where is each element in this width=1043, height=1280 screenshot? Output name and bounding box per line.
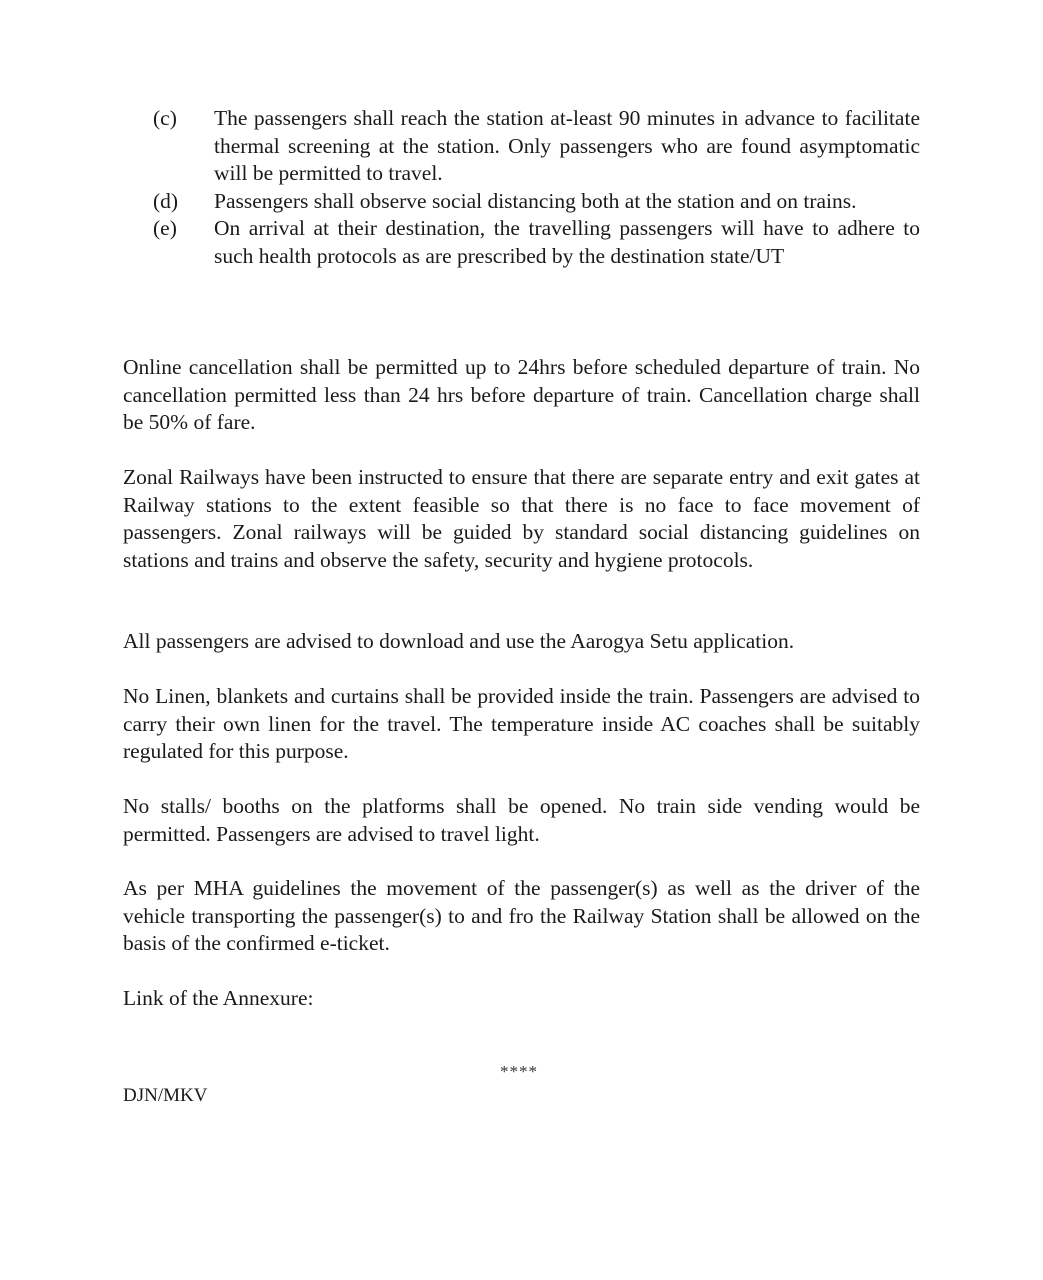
list-item-e [123, 215, 920, 270]
guideline-list [123, 105, 920, 271]
zonal-railways-paragraph: Zonal Railways have been instructed to ensure that there are separate entry and exit gates at Railway stations to the extent feasible so that there is no face to face movement of passengers. Zonal railways will be guided by standard social distancing guidelines on stations and trains and observe the safety, security and hygiene protocols. [123, 465, 920, 572]
annexure-link-label: Link of the Annexure: [123, 986, 314, 1010]
mha-guidelines-paragraph: As per MHA guidelines the movement of the passenger(s) as well as the driver of the vehicle transporting the passenger(s) to and fro the Railway Station shall be allowed on the basis of the confirmed e-ticket. [123, 876, 920, 956]
linen-paragraph: No Linen, blankets and curtains shall be provided inside the train. Passengers are advised to carry their own linen for the travel. The temperature inside AC coaches shall be suitably regulated for this purpose. [123, 684, 920, 764]
list-marker: (e) [153, 216, 177, 241]
list-item-text: The passengers shall reach the station at-least 90 minutes in advance to facilitate thermal screening at the station. Only passengers who are found asymptomatic will be permitted to travel. [214, 106, 920, 186]
list-marker: (c) [153, 106, 177, 130]
aarogya-setu-paragraph: All passengers are advised to download and use the Aarogya Setu application. [123, 629, 795, 653]
list-item-d [123, 188, 920, 216]
section-separator: **** [500, 1062, 538, 1081]
list-item-text: On arrival at their destination, the travelling passengers will have to adhere to such health protocols as are prescribed by the destination state/UT [214, 216, 920, 268]
stalls-paragraph: No stalls/ booths on the platforms shall be opened. No train side vending would be permitted. Passengers are advised to travel light. [123, 794, 920, 846]
cancellation-paragraph: Online cancellation shall be permitted up to 24hrs before scheduled departure of train. No cancellation permitted less than 24 hrs before departure of train. Cancellation charge shall be 50% of fare. [123, 355, 920, 435]
signoff-initials: DJN/MKV [123, 1085, 208, 1106]
list-item-text: Passengers shall observe social distancing both at the station and on trains. [214, 188, 857, 213]
list-item-c [123, 105, 920, 188]
list-marker: (d) [153, 188, 179, 213]
